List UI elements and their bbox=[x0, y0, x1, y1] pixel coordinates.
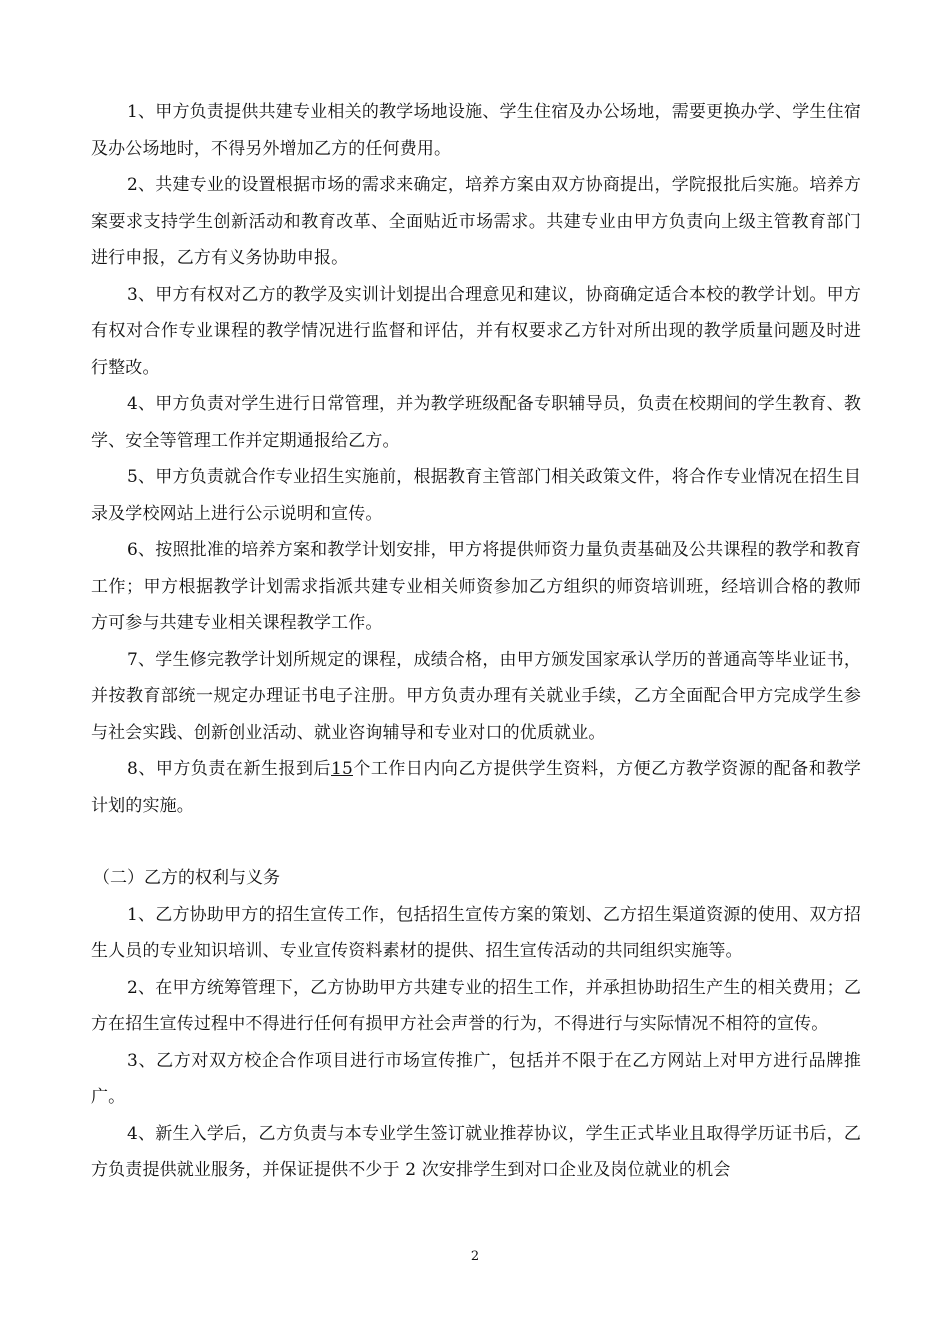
party-a-clause-7: 7、学生修完教学计划所规定的课程，成绩合格，由甲方颁发国家承认学历的普通高等毕业证书，并按教育部统一规定办理证书电子注册。甲方负责办理有关就业手续，乙方全面配合甲方完成学生参与社会实践、创新创业活动、就业咨询辅导和专业对口的优质就业。 bbox=[91, 649, 861, 743]
clause-8-text-before: 8、甲方负责在新生报到后 bbox=[127, 759, 332, 779]
party-a-clause-3: 3、甲方有权对乙方的教学及实训计划提出合理意见和建议，协商确定适合本校的教学计划。甲方有权对合作专业课程的教学情况进行监督和评估，并有权要求乙方针对所出现的教学质量问题及时进行整改。 bbox=[91, 284, 861, 378]
party-b-clause-3: 3、乙方对双方校企合作项目进行市场宣传推广，包括并不限于在乙方网站上对甲方进行品牌推广。 bbox=[91, 1050, 861, 1107]
party-a-clause-8 bbox=[91, 751, 861, 824]
party-b-clause-1: 1、乙方协助甲方的招生宣传工作，包括招生宣传方案的策划、乙方招生渠道资源的使用、双方招生人员的专业知识培训、专业宣传资料素材的提供、招生宣传活动的共同组织实施等。 bbox=[91, 904, 861, 961]
section-heading-party-b: （二）乙方的权利与义务 bbox=[93, 868, 280, 888]
clause-8-text-after: 个工作日内向乙方提供学生资料，方便乙方教学资源的配备和教学计划的实施。 bbox=[91, 759, 861, 816]
document-body bbox=[91, 94, 861, 1189]
party-a-clause-1: 1、甲方负责提供共建专业相关的教学场地设施、学生住宿及办公场地，需要更换办学、学生住宿及办公场地时，不得另外增加乙方的任何费用。 bbox=[91, 102, 861, 159]
party-b-clause-2: 2、在甲方统筹管理下，乙方协助甲方共建专业的招生工作，并承担协助招生产生的相关费用；乙方在招生宣传过程中不得进行任何有损甲方社会声誉的行为，不得进行与实际情况不相符的宣传。 bbox=[91, 977, 861, 1034]
party-a-clause-4: 4、甲方负责对学生进行日常管理，并为教学班级配备专职辅导员，负责在校期间的学生教育、教学、安全等管理工作并定期通报给乙方。 bbox=[91, 394, 861, 451]
page-number: 2 bbox=[470, 1249, 480, 1264]
party-a-clause-2: 2、共建专业的设置根据市场的需求来确定，培养方案由双方协商提出，学院报批后实施。培养方案要求支持学生创新活动和教育改革、全面贴近市场需求。共建专业由甲方负责向上级主管教育部门进行申报，乙方有义务协助申报。 bbox=[91, 175, 861, 268]
clause-8-days-underlined: 15 bbox=[331, 759, 353, 779]
party-b-clause-4: 4、新生入学后，乙方负责与本专业学生签订就业推荐协议，学生正式毕业且取得学历证书后，乙方负责提供就业服务，并保证提供不少于 2 次安排学生到对口企业及岗位就业的机会 bbox=[91, 1123, 861, 1180]
party-a-clause-6: 6、按照批准的培养方案和教学计划安排，甲方将提供师资力量负责基础及公共课程的教学和教育工作；甲方根据教学计划需求指派共建专业相关师资参加乙方组织的师资培训班，经培训合格的教师方可参与共建专业相关课程教学工作。 bbox=[91, 540, 861, 633]
party-a-clause-5: 5、甲方负责就合作专业招生实施前，根据教育主管部门相关政策文件，将合作专业情况在招生目录及学校网站上进行公示说明和宣传。 bbox=[91, 467, 861, 524]
